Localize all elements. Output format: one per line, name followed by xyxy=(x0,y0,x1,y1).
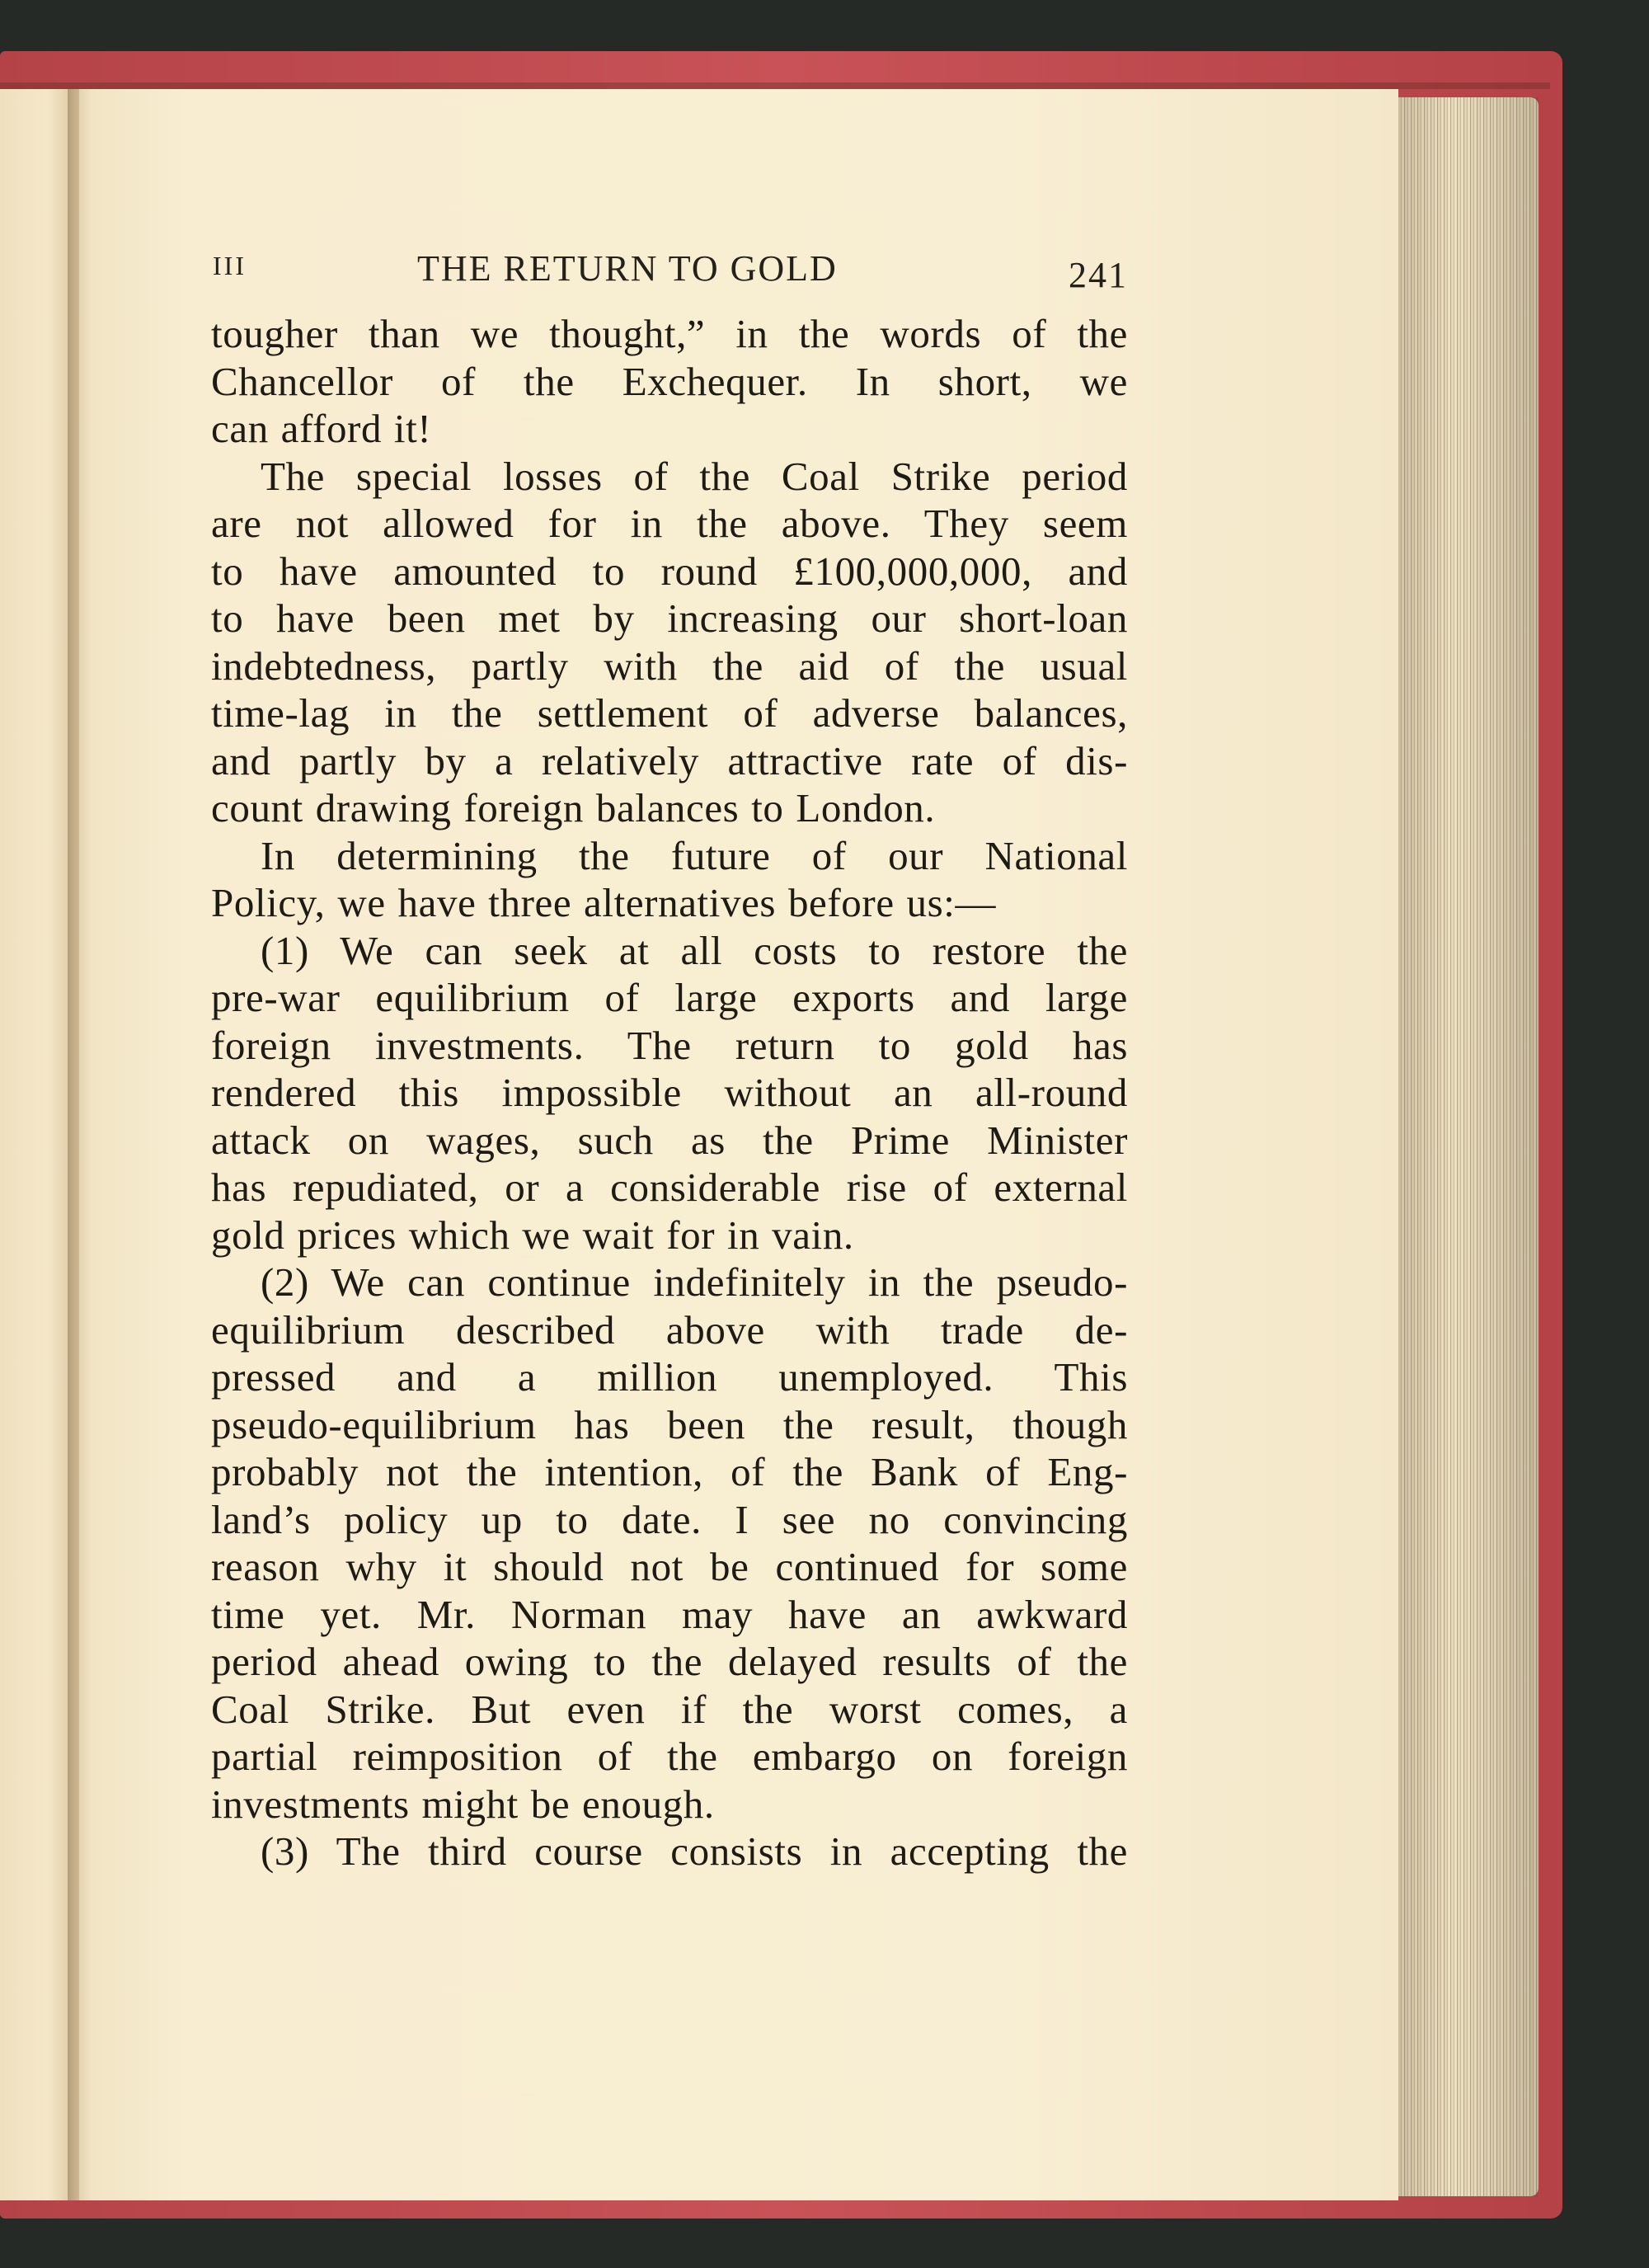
text-line: probably not the intention, of the Bank of Eng- xyxy=(211,1449,1128,1494)
text-line: equilibrium described above with trade de- xyxy=(211,1306,1128,1353)
text-line: Coal Strike. But even if the worst comes, a xyxy=(211,1686,1128,1732)
text-line: has repudiated, or a considerable rise of external xyxy=(211,1165,1128,1210)
text-line: indebtedness, partly with the aid of the usual xyxy=(211,642,1128,689)
text-line: to have amounted to round £100,000,000, and xyxy=(211,548,1128,594)
chapter-number: III xyxy=(213,251,247,280)
body-text xyxy=(211,310,1128,1875)
text-line: gold prices which we wait for in vain. xyxy=(211,1212,854,1258)
text-line: attack on wages, such as the Prime Minister xyxy=(211,1117,1128,1163)
chapter-title: THE RETURN TO GOLD xyxy=(417,248,838,289)
text-line: (1) We can seek at all costs to restore the xyxy=(261,927,1128,973)
text-line: count drawing foreign balances to London. xyxy=(211,785,936,831)
text-line: In determining the future of our National xyxy=(261,832,1128,878)
text-line: and partly by a relatively attractive rate of dis- xyxy=(211,737,1128,783)
text-line: investments might be enough. xyxy=(211,1781,715,1827)
text-line: rendered this impossible without an all-round xyxy=(211,1070,1128,1115)
text-line: The special losses of the Coal Strike period xyxy=(261,453,1128,499)
text-line: pressed and a million unemployed. This xyxy=(211,1354,1128,1400)
text-line: foreign investments. The return to gold has xyxy=(211,1022,1128,1068)
text-line: Chancellor of the Exchequer. In short, we xyxy=(211,358,1128,404)
text-line: tougher than we thought,” in the words of the xyxy=(211,311,1128,356)
page-number: 241 xyxy=(1069,255,1128,295)
paragraph xyxy=(211,1828,1128,1875)
text-line: to have been met by increasing our short-loan xyxy=(211,595,1128,641)
cover-shadow xyxy=(0,82,1550,89)
text-line: pre-war equilibrium of large exports and large xyxy=(211,975,1128,1020)
page-content xyxy=(211,247,1128,1875)
text-line: are not allowed for in the above. They seem xyxy=(211,501,1128,546)
text-line: time-lag in the settlement of adverse balances, xyxy=(211,690,1128,736)
page-edges-shade xyxy=(1398,97,1539,2196)
paragraph xyxy=(211,927,1128,1259)
paragraph xyxy=(211,832,1128,927)
text-line: (2) We can continue indefinitely in the pseudo- xyxy=(261,1259,1128,1305)
paragraph xyxy=(211,453,1128,832)
text-line: partial reimposition of the embargo on foreign xyxy=(211,1734,1128,1779)
text-line: Policy, we have three alternatives before us:— xyxy=(211,880,997,925)
text-line: reason why it should not be continued for some xyxy=(211,1544,1128,1589)
text-line: land’s policy up to date. I see no convincing xyxy=(211,1496,1128,1542)
book-gutter xyxy=(68,89,92,2200)
paragraph xyxy=(211,310,1128,453)
running-head xyxy=(211,247,1128,295)
paragraph xyxy=(211,1259,1128,1828)
text-line: period ahead owing to the delayed results of the xyxy=(211,1639,1128,1684)
text-line: time yet. Mr. Norman may have an awkward xyxy=(211,1591,1128,1637)
text-line: can afford it! xyxy=(211,406,432,451)
text-line: (3) The third course consists in accepting the xyxy=(261,1828,1128,1874)
text-line: pseudo-equilibrium has been the result, though xyxy=(211,1401,1128,1447)
